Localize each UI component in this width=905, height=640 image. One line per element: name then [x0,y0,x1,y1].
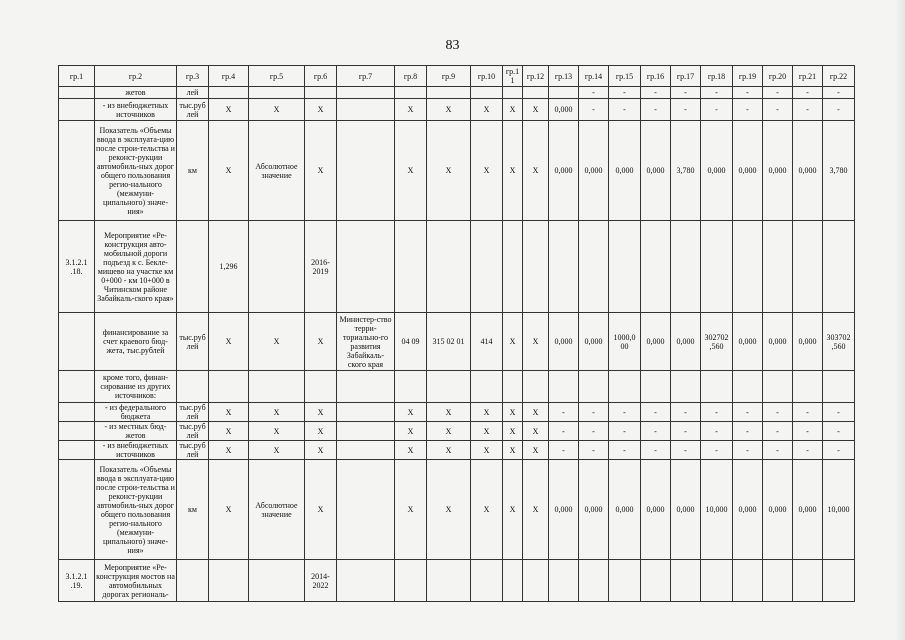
column-header: гр.3 [177,66,209,87]
table-cell: X [471,460,503,560]
table-cell: 302702 ,560 [701,313,733,371]
table-cell [337,121,395,221]
table-cell [823,221,855,313]
table-cell: - [701,422,733,441]
table-cell: - [823,422,855,441]
table-cell [177,371,209,403]
table-cell [523,87,549,99]
table-cell: - [823,403,855,422]
table-cell: X [503,403,523,422]
column-header: гр.14 [579,66,609,87]
table-cell: Мероприятие «Ре-конструкция авто-мобильной дороги подъезд к с. Бекле-мишево на участке км 0+000 - км 10+000 в Читинском районе Забайкаль-ского края» [95,221,177,313]
table-cell [59,99,95,121]
column-header: гр.6 [305,66,337,87]
scan-shadow [895,0,905,640]
table-cell: 10,000 [701,460,733,560]
table-cell: 315 02 01 [427,313,471,371]
table-cell: 0,000 [733,313,763,371]
table-cell: 0,000 [549,121,579,221]
table-cell: X [395,403,427,422]
table-cell: - [763,87,793,99]
table-cell: 0,000 [641,121,671,221]
table-cell [549,371,579,403]
column-header: гр.4 [209,66,249,87]
table-cell: - [763,441,793,460]
table-cell [249,221,305,313]
table-cell: 0,000 [763,313,793,371]
table-cell: 2014- 2022 [305,560,337,602]
table-cell: - [733,87,763,99]
table-cell [641,371,671,403]
table-cell: 0,000 [793,313,823,371]
table-cell: X [305,403,337,422]
table-cell [793,560,823,602]
column-header: гр.17 [671,66,701,87]
table-cell: X [209,460,249,560]
table-cell: 0,000 [733,121,763,221]
table-cell: финансирование за счет краевого бюд-жета, тыс.рублей [95,313,177,371]
table-cell: Министер-ство терри-ториально-го развития Забайкаль-ского края [337,313,395,371]
table-row [59,371,855,403]
table-cell: X [427,422,471,441]
table-cell: X [427,441,471,460]
table-cell: X [523,403,549,422]
table-row [59,422,855,441]
table-cell [733,371,763,403]
table-cell [395,87,427,99]
table-cell: - [579,87,609,99]
table-cell [579,221,609,313]
table-cell [609,560,641,602]
table-cell [59,441,95,460]
column-header: гр.15 [609,66,641,87]
table-cell: X [427,99,471,121]
table-cell [427,87,471,99]
table-cell [427,371,471,403]
table-cell: тыс.руб лей [177,403,209,422]
table-cell [59,422,95,441]
table-cell: - [609,441,641,460]
table-cell: X [523,121,549,221]
table-cell: км [177,460,209,560]
table-cell: 0,000 [793,121,823,221]
table-cell: X [209,441,249,460]
table-cell: - [609,87,641,99]
table-cell: X [209,403,249,422]
table-cell: 0,000 [763,121,793,221]
table-cell: X [395,441,427,460]
table-cell: - [701,441,733,460]
table-row [59,87,855,99]
table-cell: X [305,441,337,460]
table-cell [59,87,95,99]
table-cell: X [523,460,549,560]
table-cell: X [523,313,549,371]
table-cell [209,371,249,403]
table-cell: лей [177,87,209,99]
table-cell: X [305,99,337,121]
table-cell: 3,780 [671,121,701,221]
table-cell: X [427,121,471,221]
table-cell [641,560,671,602]
column-header: гр.20 [763,66,793,87]
table-cell [59,460,95,560]
table-cell: - [733,403,763,422]
table-cell: - из федерального бюджета [95,403,177,422]
table-cell: X [523,422,549,441]
table-cell [177,221,209,313]
table-cell [395,221,427,313]
table-cell [763,221,793,313]
table-cell [503,371,523,403]
table-cell [701,371,733,403]
table-cell: - [549,403,579,422]
table-row [59,313,855,371]
table-cell: жетов [95,87,177,99]
table-cell: X [503,313,523,371]
table-cell: - [609,99,641,121]
table-cell: - [793,403,823,422]
table-cell: X [305,313,337,371]
table-cell: X [471,441,503,460]
table-cell: - [733,99,763,121]
table-cell [305,371,337,403]
table-cell [337,371,395,403]
table-cell: X [395,422,427,441]
table-cell: - [579,403,609,422]
column-header: гр.1 1 [503,66,523,87]
table-cell [59,313,95,371]
table-cell: - [763,422,793,441]
table-cell: 0,000 [609,460,641,560]
table-cell [471,560,503,602]
table-cell: Абсолютное значение [249,460,305,560]
table-cell: X [503,460,523,560]
table-cell: X [249,403,305,422]
table-cell: 0,000 [671,313,701,371]
table-cell: X [427,403,471,422]
table-cell [59,371,95,403]
table-cell: X [471,403,503,422]
column-header: гр.22 [823,66,855,87]
table-cell: - [823,87,855,99]
table-cell [209,560,249,602]
table-cell: 0,000 [549,460,579,560]
table-cell: X [427,460,471,560]
table-cell: - [579,422,609,441]
table-cell: - [733,422,763,441]
column-header: гр.10 [471,66,503,87]
table-cell [523,221,549,313]
column-header: гр.2 [95,66,177,87]
table-cell [733,221,763,313]
table-cell: - [823,99,855,121]
table-cell: - [671,422,701,441]
table-cell: X [503,422,523,441]
table-cell: - [763,403,793,422]
table-cell [609,221,641,313]
table-cell [763,371,793,403]
table-cell: 0,000 [609,121,641,221]
table-cell: X [503,121,523,221]
table-cell [579,560,609,602]
table-cell [305,87,337,99]
table-cell: кроме того, финан-сирование из других источников: [95,371,177,403]
table-cell [549,87,579,99]
table-cell [641,221,671,313]
table-cell: 0,000 [671,460,701,560]
table-cell: 2016- 2019 [305,221,337,313]
table-cell: 0,000 [733,460,763,560]
table-cell [733,560,763,602]
table-row [59,99,855,121]
table-cell [59,403,95,422]
table-cell: 0,000 [793,460,823,560]
page-number: 83 [445,38,460,53]
table-cell [701,221,733,313]
table-cell: - [793,422,823,441]
table-cell: X [395,121,427,221]
table-cell [503,560,523,602]
table-cell: X [305,121,337,221]
table-row [59,221,855,313]
table-cell: - [763,99,793,121]
table-cell [671,221,701,313]
table-cell: X [209,121,249,221]
table-cell: 3.1.2.1 .19. [59,560,95,602]
table-cell: Показатель «Объемы ввода в эксплуата-цию после строи-тельства и реконст-рукции автомобиль-ных дорог общего пользования регио-нального (межмуни-ципального) значе-ния» [95,121,177,221]
table-cell [471,87,503,99]
table-cell: - [671,403,701,422]
table-cell [579,371,609,403]
table-cell: Мероприятие «Ре-конструкция мостов на автомобильных дорогах региональ- [95,560,177,602]
table-cell: X [249,313,305,371]
table-cell: - [641,99,671,121]
table-cell [177,560,209,602]
table-cell: - [641,441,671,460]
table-cell: км [177,121,209,221]
table-cell: - [549,422,579,441]
table-cell: - [793,441,823,460]
column-header: гр.8 [395,66,427,87]
table-cell [249,87,305,99]
table-cell: - [671,441,701,460]
table-cell: 0,000 [701,121,733,221]
table-cell [793,371,823,403]
table-cell [609,371,641,403]
table-cell [823,560,855,602]
table-cell [337,99,395,121]
table-cell: - [823,441,855,460]
table-row [59,441,855,460]
table-cell: тыс.руб лей [177,99,209,121]
column-header: гр.13 [549,66,579,87]
table-cell [471,221,503,313]
table-cell: - [641,422,671,441]
table-cell: - из местных бюд-жетов [95,422,177,441]
table-cell: Абсолютное значение [249,121,305,221]
table-cell [209,87,249,99]
table-cell: - из внебюджетных источников [95,99,177,121]
table-cell: Показатель «Объемы ввода в эксплуата-цию после строи-тельства и реконст-рукции автомобиль-ных дорог общего пользования регио-нального (межмуни-ципального) значе-ния» [95,460,177,560]
table-cell: 0,000 [579,460,609,560]
column-header: гр.19 [733,66,763,87]
table-row [59,121,855,221]
table-cell [823,371,855,403]
table-cell: X [503,441,523,460]
table-cell: - [701,403,733,422]
table-cell: 0,000 [579,313,609,371]
table-cell: - [701,87,733,99]
table-cell: 414 [471,313,503,371]
table-cell [503,87,523,99]
table-cell: X [471,121,503,221]
table-cell: - [579,441,609,460]
table-cell [549,221,579,313]
table-cell [523,371,549,403]
table-cell: X [305,422,337,441]
table-cell [471,371,503,403]
table-cell: 3,780 [823,121,855,221]
table-cell [523,560,549,602]
table-cell: 1,296 [209,221,249,313]
column-header: гр.1 [59,66,95,87]
table-cell: - [549,441,579,460]
table-cell: - [671,87,701,99]
table-cell [793,221,823,313]
table-cell: 0,000 [641,460,671,560]
table-cell: 0,000 [579,121,609,221]
data-table [58,65,855,602]
table-cell [763,560,793,602]
table-cell [337,560,395,602]
table-cell [395,560,427,602]
table-cell [427,221,471,313]
table-cell: X [395,99,427,121]
table-cell [427,560,471,602]
table-cell: 0,000 [549,99,579,121]
table-cell: X [523,99,549,121]
table-body [59,87,855,602]
table-cell: - [579,99,609,121]
table-cell [337,441,395,460]
table-header-row [59,66,855,87]
table-cell: X [503,99,523,121]
table-cell: тыс.руб лей [177,313,209,371]
table-cell: - [793,99,823,121]
table-cell: 1000,0 00 [609,313,641,371]
column-header: гр.7 [337,66,395,87]
table-cell [671,560,701,602]
table-row [59,403,855,422]
table-cell: X [395,460,427,560]
table-cell: X [209,99,249,121]
table-cell: X [249,422,305,441]
table-cell [671,371,701,403]
table-cell: - [641,87,671,99]
table-cell [549,560,579,602]
table-cell: 0,000 [763,460,793,560]
table-cell: - [671,99,701,121]
table-cell: X [471,422,503,441]
column-header: гр.16 [641,66,671,87]
table-cell: - [609,403,641,422]
table-cell: 0,000 [549,313,579,371]
table-cell: - [641,403,671,422]
table-cell: X [209,422,249,441]
table-cell [59,121,95,221]
table-cell: - [793,87,823,99]
table-cell [337,460,395,560]
table-cell [249,371,305,403]
table-cell: 303702 ,560 [823,313,855,371]
column-header: гр.9 [427,66,471,87]
table-row [59,460,855,560]
table-cell: тыс.руб лей [177,441,209,460]
table-cell: - из внебюджетных источников [95,441,177,460]
table-cell [337,403,395,422]
table-cell: X [209,313,249,371]
table-cell [337,221,395,313]
table-cell [395,371,427,403]
table-cell: X [471,99,503,121]
table-cell: X [305,460,337,560]
table-cell [701,560,733,602]
table-cell: 10,000 [823,460,855,560]
table-cell: 3.1.2.1 .18. [59,221,95,313]
table-cell: 0,000 [641,313,671,371]
table-cell: 04 09 [395,313,427,371]
table-cell [503,221,523,313]
table-cell: тыс.руб лей [177,422,209,441]
table-cell: X [249,99,305,121]
table-cell: X [523,441,549,460]
table-cell: X [249,441,305,460]
table-cell: - [733,441,763,460]
table-cell [337,422,395,441]
column-header: гр.18 [701,66,733,87]
table-cell [249,560,305,602]
table-cell [337,87,395,99]
table-cell: - [701,99,733,121]
column-header: гр.5 [249,66,305,87]
table-cell: - [609,422,641,441]
table-row [59,560,855,602]
column-header: гр.21 [793,66,823,87]
column-header: гр.12 [523,66,549,87]
